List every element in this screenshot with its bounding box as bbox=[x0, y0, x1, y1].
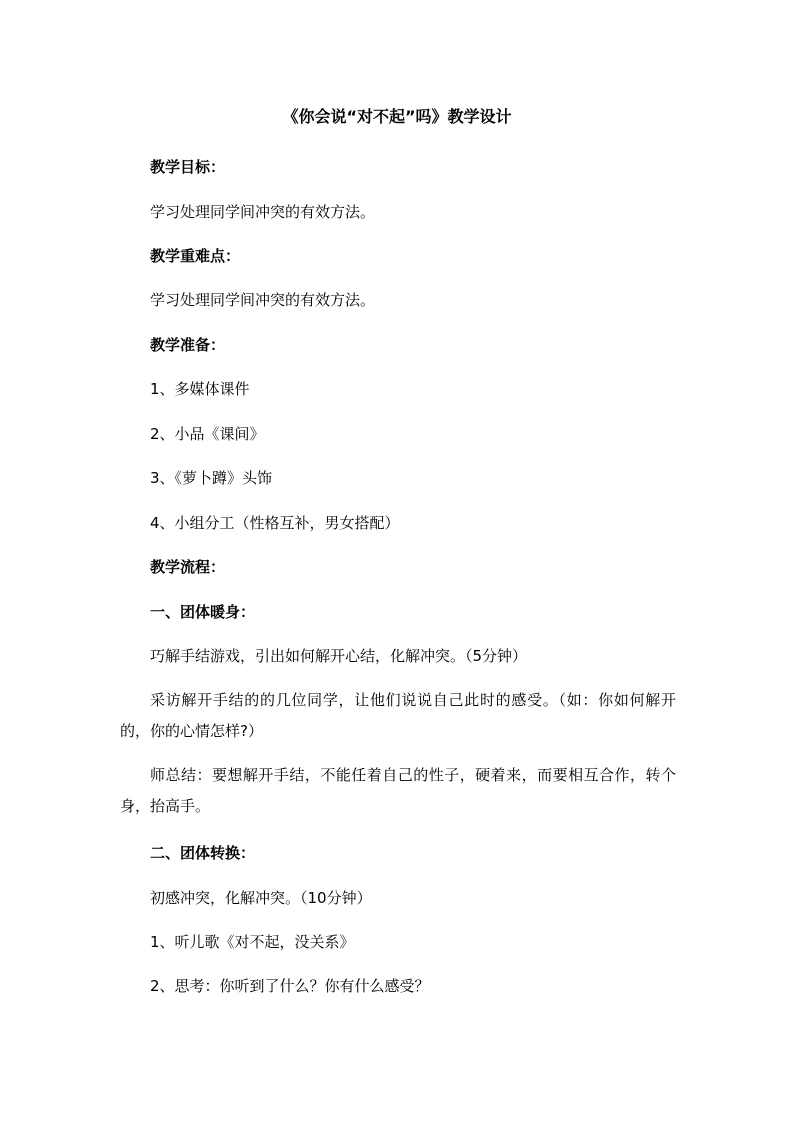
key-heading: 教学重难点： bbox=[150, 247, 241, 265]
part1-paragraph: 师总结：要想解开手结，不能任着自己的性子，硬着来，而要相互合作，转个身，抬高手。 bbox=[120, 766, 676, 815]
document-title: 《你会说“对不起”吗》教学设计 bbox=[282, 107, 512, 126]
prep-item: 1、多媒体课件 bbox=[150, 380, 250, 398]
part2-heading: 二、团体转换： bbox=[150, 844, 256, 862]
part2-item: 1、听儿歌《对不起，没关系》 bbox=[150, 933, 355, 951]
part1-paragraph: 采访解开手结的的几位同学，让他们说说自己此时的感受。（如：你如何解开的，你的心情怎样?） bbox=[120, 691, 676, 740]
part1-heading: 一、团体暖身： bbox=[150, 603, 256, 621]
prep-item: 3、《萝卜蹲》头饰 bbox=[150, 469, 273, 487]
prep-item: 4、小组分工（性格互补，男女搭配） bbox=[150, 514, 400, 532]
part2-intro: 初感冲突，化解冲突。（10分钟） bbox=[150, 889, 372, 907]
key-text: 学习处理同学间冲突的有效方法。 bbox=[150, 291, 376, 309]
prep-heading: 教学准备： bbox=[150, 336, 226, 354]
part1-intro: 巧解手结游戏，引出如何解开心结，化解冲突。（5分钟） bbox=[150, 647, 528, 665]
goal-text: 学习处理同学间冲突的有效方法。 bbox=[150, 203, 376, 221]
part2-item: 2、思考：你听到了什么？你有什么感受？ bbox=[150, 977, 430, 995]
prep-item: 2、小品《课间》 bbox=[150, 425, 265, 443]
goal-heading: 教学目标： bbox=[150, 158, 226, 176]
flow-heading: 教学流程： bbox=[150, 558, 226, 576]
